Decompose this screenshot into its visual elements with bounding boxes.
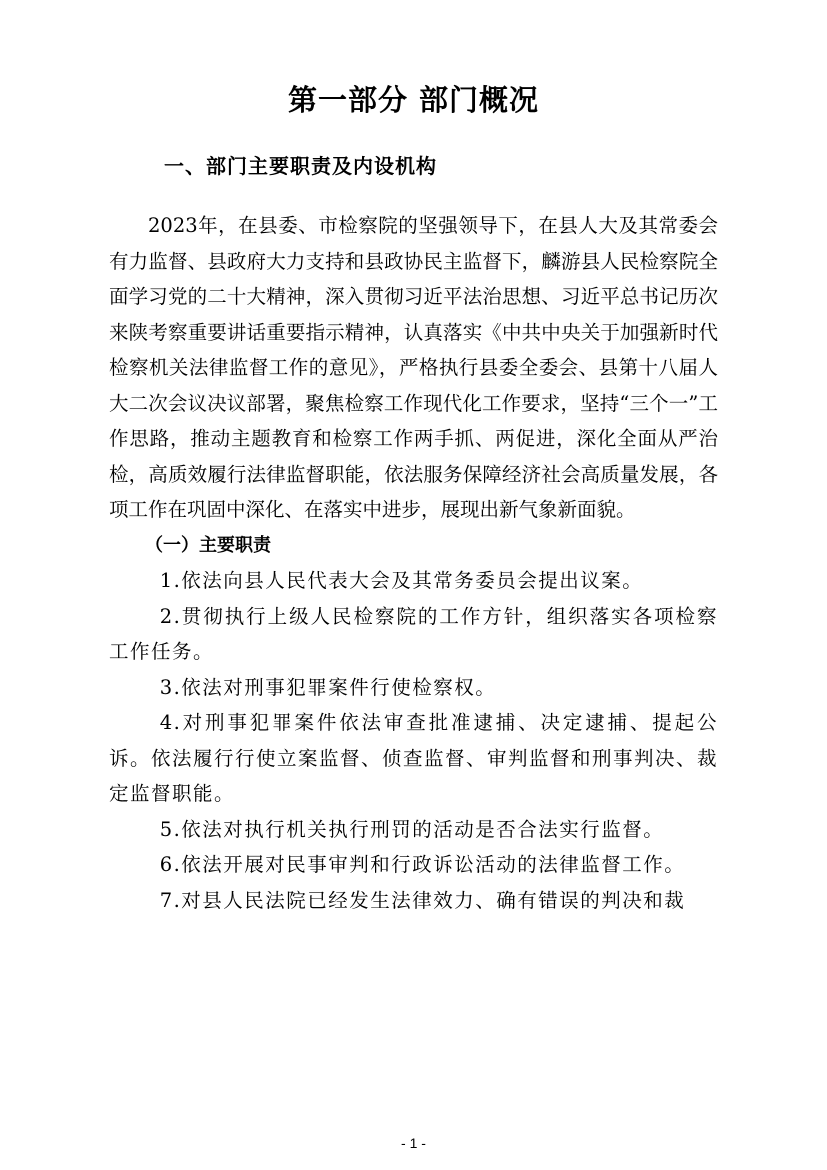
page-title: 第一部分 部门概况	[287, 83, 540, 117]
subsection-heading: （一）主要职责	[145, 534, 271, 556]
duty-item-6: 6.依法开展对民事审判和行政诉讼活动的法律监督工作。	[159, 853, 686, 876]
section-heading: 一、部门主要职责及内设机构	[164, 154, 437, 178]
duty-item-2: 2.贯彻执行上级人民检察院的工作方针，组织落实各项检察工作任务。	[109, 604, 718, 663]
duty-item-3: 3.依法对刑事犯罪案件行使检察权。	[159, 675, 497, 699]
duty-item-1: 1.依法向县人民代表大会及其常务委员会提出议案。	[159, 569, 644, 592]
duty-item-7: 7.对县人民法院已经发生法律效力、确有错误的判决和裁	[159, 888, 686, 912]
intro-paragraph: 2023年，在县委、市检察院的坚强领导下，在县人大及其常委会有力监督、县政府大力支持和县政协民主监督下，麟游县人民检察院全面学习党的二十大精神，深入贯彻习近平法治思想、习近平总书记历次来陕考察重要讲话重要指示精神，认真落实《中共中央关于加强新时代检察机关法律监督工作的意见》，严格执行县委全委会、县第十八届人大二次会议决议部署，聚焦检察工作现代化工作要求，坚持“三个一”工作思路，推动主题教育和检察工作两手抓、两促进，深化全面从严治检，高质效履行法律监督职能，依法服务保障经济社会高质量发展，各项工作在巩固中深化、在落实中进步，展现出新气象新面貌。	[109, 214, 718, 521]
document-body	[109, 208, 718, 918]
duty-item-5: 5.依法对执行机关执行刑罚的活动是否合法实行监督。	[159, 817, 665, 841]
duty-item-4: 4.对刑事犯罪案件依法审查批准逮捕、决定逮捕、提起公诉。依法履行行使立案监督、侦查监督、审判监督和刑事判决、裁定监督职能。	[109, 711, 719, 805]
page-number: - 1 -	[401, 1135, 426, 1151]
